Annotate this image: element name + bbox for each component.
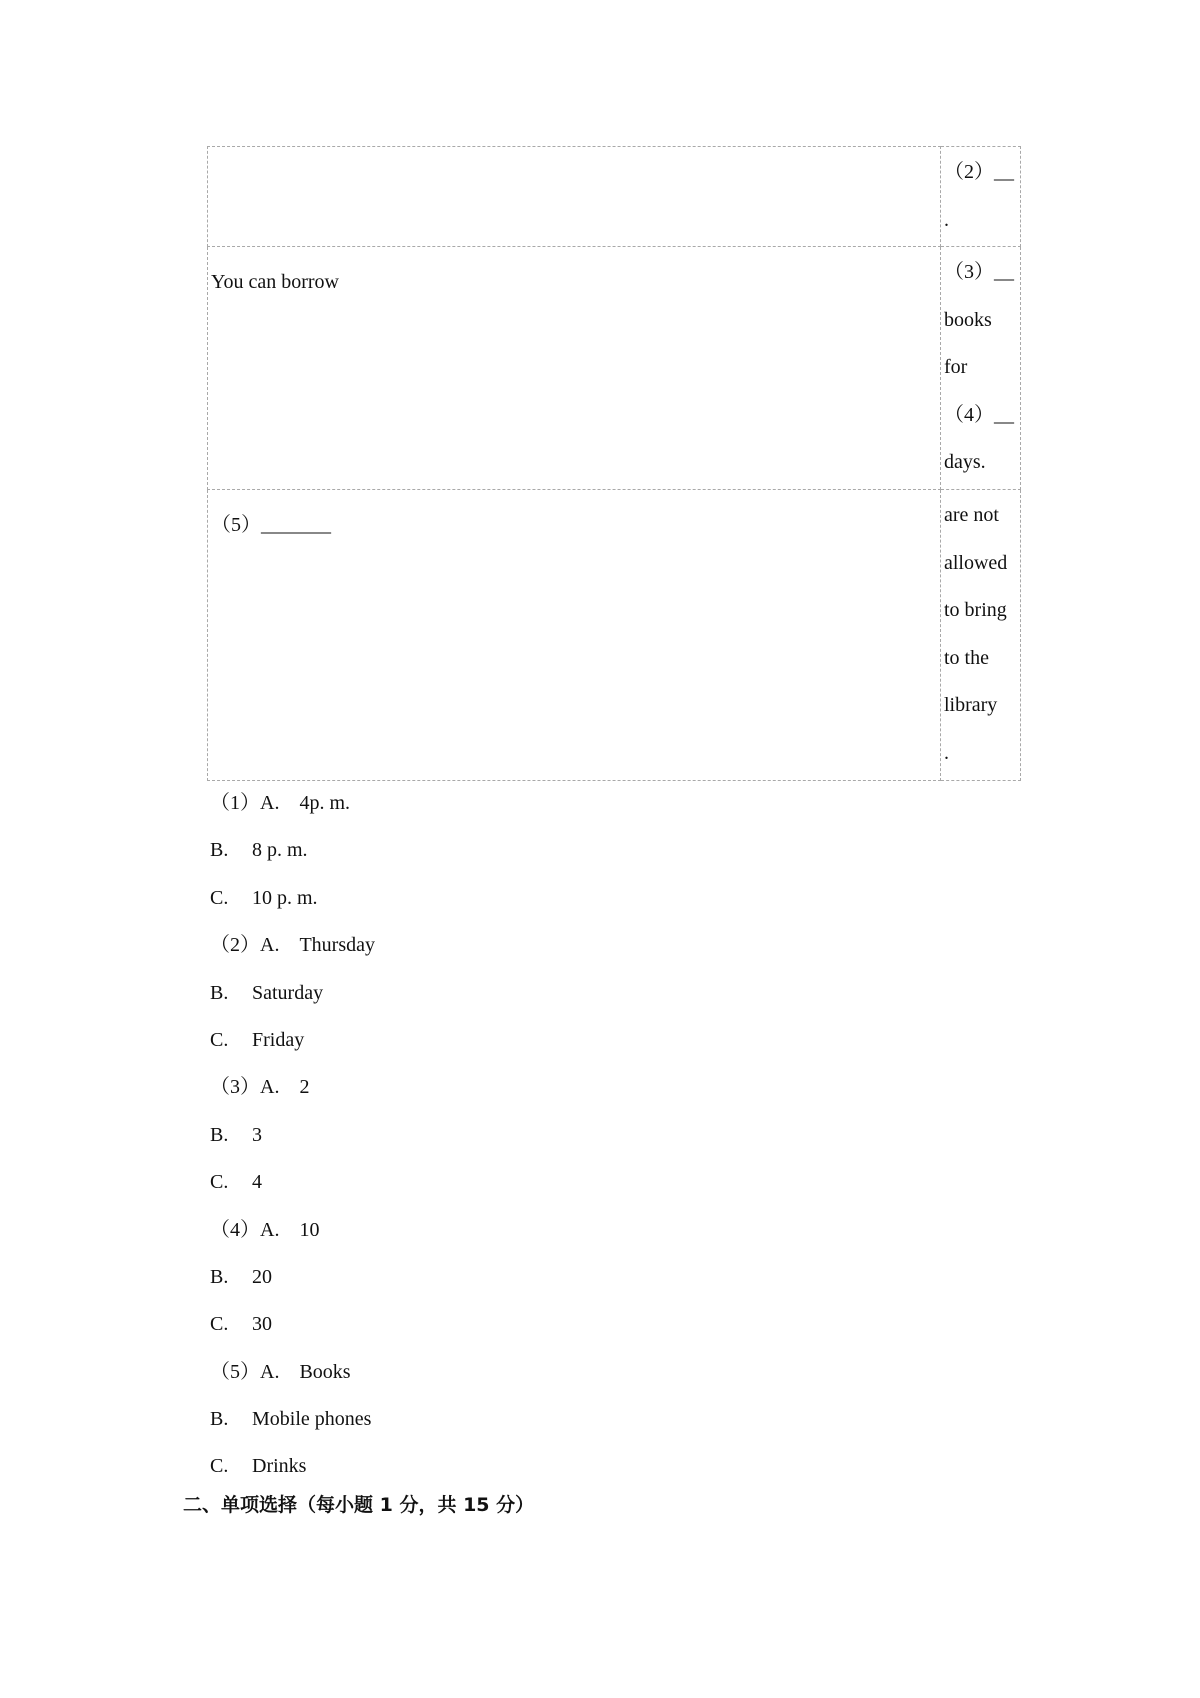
option-item (210, 827, 375, 874)
option-item (210, 970, 375, 1017)
option-item (210, 1254, 375, 1301)
cell-line: allowed (944, 551, 1008, 574)
table-row (208, 247, 1021, 490)
option-item (210, 1064, 375, 1111)
option-text: Thursday (299, 934, 375, 957)
option-text: 4 (252, 1171, 262, 1194)
cell-line: for (944, 356, 968, 378)
option-prefix: C. (210, 1171, 229, 1194)
cell-line: library (944, 694, 998, 716)
cell-line: （2）__ (944, 161, 1014, 183)
option-prefix: （3）A. (210, 1076, 280, 1099)
table-row (208, 147, 1021, 247)
option-text: Mobile phones (252, 1408, 372, 1431)
option-text: Drinks (252, 1455, 307, 1478)
cell-text: You can borrow (211, 271, 339, 293)
cell-line: . (944, 741, 949, 764)
library-rules-table (207, 146, 1021, 781)
option-prefix: C. (210, 1028, 229, 1051)
option-text: 3 (252, 1123, 262, 1146)
option-prefix: C. (210, 1455, 229, 1478)
option-item (210, 1112, 375, 1159)
option-item (210, 1017, 375, 1064)
cell-text (208, 137, 940, 147)
section-heading: 二、单项选择（每小题 1 分，共 15 分） (183, 1494, 535, 1516)
option-text: Saturday (252, 981, 324, 1004)
table-cell-left (208, 147, 941, 247)
table-cell-right (941, 490, 1021, 781)
option-item (210, 1159, 375, 1206)
table-row (208, 490, 1021, 781)
option-text: 30 (252, 1313, 272, 1336)
option-prefix: （5）A. (210, 1360, 280, 1383)
option-item (210, 1349, 375, 1396)
option-item (210, 1301, 375, 1348)
option-prefix: B. (210, 1123, 229, 1146)
table-cell-left (208, 247, 941, 490)
option-prefix: B. (210, 981, 229, 1004)
cell-line: （3）__ (944, 261, 1014, 283)
cell-line: . (944, 208, 949, 231)
option-prefix: B. (210, 1408, 229, 1431)
cell-line: days. (944, 451, 986, 473)
option-item (210, 875, 375, 922)
cell-line: （4）__ (944, 403, 1014, 426)
cell-line: books (944, 308, 992, 331)
cell-line: to the (944, 646, 989, 669)
cell-line: to bring (944, 599, 1007, 621)
option-prefix: C. (210, 1313, 229, 1336)
option-prefix: （4）A. (210, 1218, 280, 1241)
cell-line: are not (944, 504, 999, 526)
option-text: Friday (252, 1028, 305, 1051)
option-item (210, 922, 375, 969)
cell-text: （5）_______ (211, 514, 331, 536)
option-prefix: B. (210, 1265, 229, 1288)
option-text: 4p. m. (299, 792, 351, 814)
option-text: 10 (299, 1218, 320, 1241)
answer-options (210, 780, 375, 1491)
option-prefix: （1）A. (210, 792, 280, 814)
table-cell-right (941, 247, 1021, 490)
table-cell-left (208, 490, 941, 781)
option-text: Books (299, 1360, 351, 1383)
option-text: 8 p. m. (252, 839, 308, 862)
option-prefix: C. (210, 886, 229, 909)
option-text: 2 (299, 1076, 310, 1099)
option-text: 10 p. m. (252, 886, 318, 909)
table-cell-right (941, 147, 1021, 247)
option-item (210, 780, 375, 827)
option-item (210, 1443, 375, 1490)
option-text: 20 (252, 1265, 272, 1288)
option-prefix: （2）A. (210, 934, 280, 957)
option-item (210, 1396, 375, 1443)
option-prefix: B. (210, 839, 229, 862)
option-item (210, 1207, 375, 1254)
